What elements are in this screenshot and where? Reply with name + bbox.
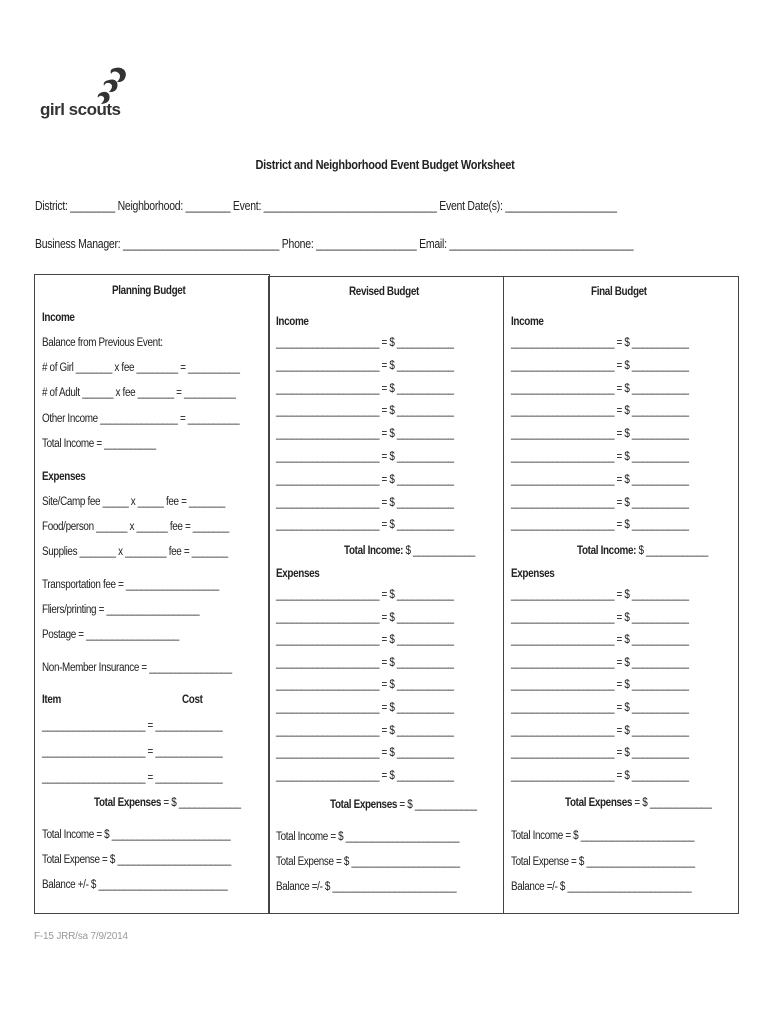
planning-total-expenses-label: Total Expenses bbox=[94, 797, 162, 809]
revised-expenses-label: Expenses bbox=[276, 568, 320, 580]
final-income-line: ____________________ = $ ___________ bbox=[511, 428, 689, 441]
planning-item-line: ____________________ = _____________ bbox=[42, 772, 223, 784]
planning-adult-line: # of Adult ______ x fee _______ = __________ bbox=[42, 387, 236, 399]
planning-total-expenses bbox=[94, 797, 241, 809]
final-sum-income: Total Income = $ ______________________ bbox=[511, 830, 695, 842]
logo bbox=[40, 66, 130, 126]
planning-income-label: Income bbox=[42, 312, 75, 324]
revised-income-line: ____________________ = $ ___________ bbox=[276, 405, 454, 418]
revised-expense-line: ____________________ = $ ___________ bbox=[276, 769, 454, 782]
revised-total-expenses bbox=[330, 799, 477, 811]
revised-income-line: ____________________ = $ ___________ bbox=[276, 382, 454, 395]
revised-income-line: ____________________ = $ ___________ bbox=[276, 519, 454, 532]
planning-sum-income: Total Income = $ _______________________ bbox=[42, 829, 231, 841]
final-sum-balance: Balance =/- $ ________________________ bbox=[511, 881, 692, 893]
final-heading: Final Budget bbox=[591, 286, 647, 298]
revised-income-line: ____________________ = $ ___________ bbox=[276, 428, 454, 441]
planning-balance-prev: Balance from Previous Event: bbox=[42, 337, 163, 349]
planning-postage: Postage = __________________ bbox=[42, 629, 179, 641]
planning-supplies: Supplies _______ x ________ fee = _______ bbox=[42, 546, 228, 558]
revised-income-line: ____________________ = $ ___________ bbox=[276, 496, 454, 509]
logo-text: girl scouts bbox=[40, 100, 121, 119]
revised-expense-line: ____________________ = $ ___________ bbox=[276, 724, 454, 737]
final-expense-line: ____________________ = $ ___________ bbox=[511, 724, 689, 737]
final-total-expenses-blank: = $ ____________ bbox=[634, 797, 712, 809]
final-expense-line: ____________________ = $ ___________ bbox=[511, 611, 689, 624]
final-expense-line: ____________________ = $ ___________ bbox=[511, 656, 689, 669]
planning-other-income: Other Income _______________ = __________ bbox=[42, 413, 240, 425]
final-expense-line: ____________________ = $ ___________ bbox=[511, 679, 689, 692]
final-total-expenses bbox=[565, 797, 712, 809]
revised-income-line: ____________________ = $ ___________ bbox=[276, 359, 454, 372]
form-code-footer: F-15 JRR/sa 7/9/2014 bbox=[34, 931, 128, 942]
revised-total-income-blank: $ ____________ bbox=[405, 545, 475, 557]
page-title: District and Neighborhood Event Budget Worksheet bbox=[255, 158, 515, 172]
revised-total-income-label: Total Income: bbox=[344, 545, 404, 557]
final-income-line: ____________________ = $ ___________ bbox=[511, 496, 689, 509]
final-income-line: ____________________ = $ ___________ bbox=[511, 473, 689, 486]
planning-total-income: Total Income = __________ bbox=[42, 438, 156, 450]
final-expense-line: ____________________ = $ ___________ bbox=[511, 634, 689, 647]
planning-girl-line: # of Girl _______ x fee ________ = __________ bbox=[42, 362, 240, 374]
planning-total-expenses-blank: = $ ____________ bbox=[163, 797, 241, 809]
final-income-line: ____________________ = $ ___________ bbox=[511, 451, 689, 463]
revised-expense-line: ____________________ = $ ___________ bbox=[276, 679, 454, 692]
header-line-business: Business Manager: ____________________________ Phone: __________________ Email: _________________________________ bbox=[35, 237, 634, 251]
revised-heading: Revised Budget bbox=[349, 286, 419, 298]
final-expense-line: ____________________ = $ ___________ bbox=[511, 769, 689, 782]
planning-cost-label: Cost bbox=[182, 694, 203, 706]
final-income-line: ____________________ = $ ___________ bbox=[511, 519, 689, 532]
planning-sum-expense: Total Expense = $ ______________________ bbox=[42, 854, 231, 866]
planning-item-label: Item bbox=[42, 694, 61, 706]
final-income-label: Income bbox=[511, 316, 544, 328]
final-expense-line: ____________________ = $ ___________ bbox=[511, 589, 689, 601]
planning-nonmember: Non-Member Insurance = ________________ bbox=[42, 662, 232, 674]
planning-transportation: Transportation fee = __________________ bbox=[42, 579, 219, 591]
revised-total-income bbox=[344, 545, 475, 557]
revised-income-line: ____________________ = $ ___________ bbox=[276, 451, 454, 463]
final-expense-line: ____________________ = $ ___________ bbox=[511, 702, 689, 714]
final-total-expenses-label: Total Expenses bbox=[565, 797, 633, 809]
final-income-line: ____________________ = $ ___________ bbox=[511, 405, 689, 418]
revised-income-label: Income bbox=[276, 316, 309, 328]
planning-expenses-label: Expenses bbox=[42, 471, 86, 483]
revised-sum-income: Total Income = $ ______________________ bbox=[276, 831, 460, 843]
planning-site-camp: Site/Camp fee _____ x _____ fee = _______ bbox=[42, 496, 226, 508]
final-expense-line: ____________________ = $ ___________ bbox=[511, 747, 689, 760]
revised-income-line: ____________________ = $ ___________ bbox=[276, 473, 454, 486]
revised-total-expenses-label: Total Expenses bbox=[330, 799, 398, 811]
final-income-line: ____________________ = $ ___________ bbox=[511, 337, 689, 349]
planning-sum-balance: Balance +/- $ _________________________ bbox=[42, 879, 228, 891]
revised-expense-line: ____________________ = $ ___________ bbox=[276, 702, 454, 714]
planning-item-line: ____________________ = _____________ bbox=[42, 720, 223, 732]
final-total-income bbox=[577, 545, 708, 557]
planning-item-line: ____________________ = _____________ bbox=[42, 746, 223, 758]
revised-expense-line: ____________________ = $ ___________ bbox=[276, 589, 454, 601]
final-total-income-label: Total Income: bbox=[577, 545, 637, 557]
revised-sum-balance: Balance =/- $ ________________________ bbox=[276, 881, 457, 893]
final-sum-expense: Total Expense = $ _____________________ bbox=[511, 856, 695, 868]
revised-expense-line: ____________________ = $ ___________ bbox=[276, 611, 454, 624]
revised-sum-expense: Total Expense = $ _____________________ bbox=[276, 856, 460, 868]
planning-fliers: Fliers/printing = __________________ bbox=[42, 604, 200, 616]
revised-expense-line: ____________________ = $ ___________ bbox=[276, 656, 454, 669]
final-income-line: ____________________ = $ ___________ bbox=[511, 382, 689, 395]
revised-expense-line: ____________________ = $ ___________ bbox=[276, 634, 454, 647]
final-income-line: ____________________ = $ ___________ bbox=[511, 359, 689, 372]
planning-heading: Planning Budget bbox=[112, 285, 186, 297]
final-total-income-blank: $ ____________ bbox=[638, 545, 708, 557]
header-line-district: District: ________ Neighborhood: ________ Event: _______________________________ Event Date(s): ____________________ bbox=[35, 199, 617, 213]
revised-total-expenses-blank: = $ ____________ bbox=[399, 799, 477, 811]
revised-expense-line: ____________________ = $ ___________ bbox=[276, 747, 454, 760]
revised-income-line: ____________________ = $ ___________ bbox=[276, 337, 454, 349]
final-expenses-label: Expenses bbox=[511, 568, 555, 580]
planning-food: Food/person ______ x ______ fee = _______ bbox=[42, 521, 229, 533]
